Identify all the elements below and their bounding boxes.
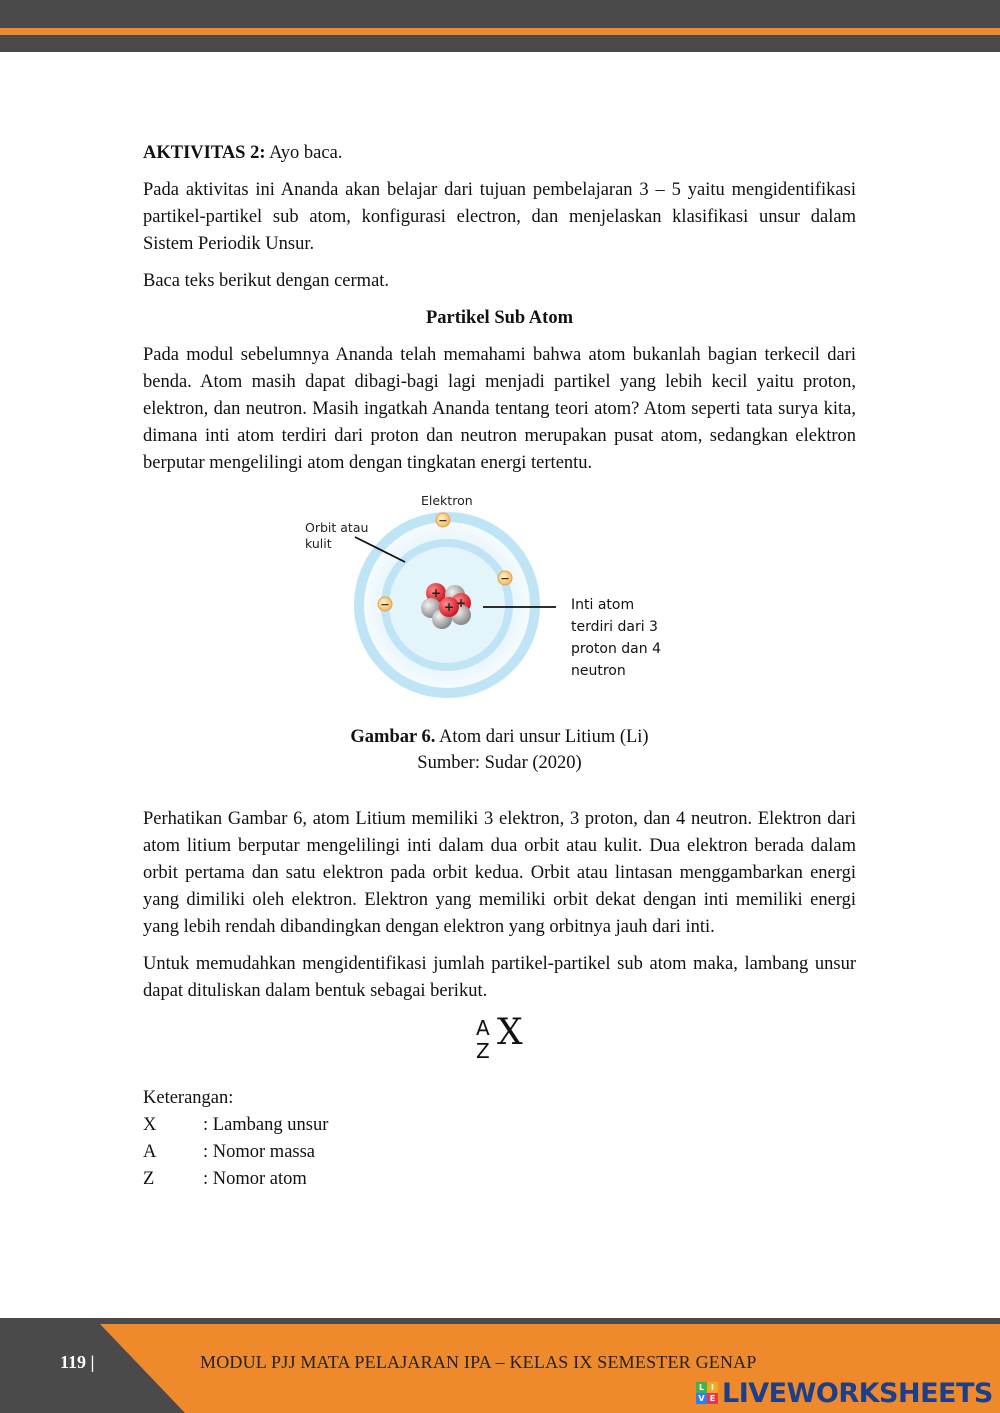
- legend-title: Keterangan:: [143, 1088, 234, 1108]
- subatom-paragraph: Pada modul sebelumnya Ananda telah memahami bahwa atom bukanlah bagian terkecil dari benda. Atom masih dapat dibagi-bagi lagi menjadi partikel yang lebih kecil yaitu proton, elektron, dan neutron. Masih ingatkah Ananda tentang teori atom? Atom seperti tata surya kita, dimana inti atom terdiri dari proton dan neutron merupakan pusat atom, sedangkan elektron berputar mengelilingi atom dengan tingkatan energi tertentu.: [143, 345, 856, 473]
- label-inti-line2: terdiri dari 3: [571, 619, 658, 635]
- electron-left: [378, 597, 392, 611]
- header-accent-stripe: [0, 28, 1000, 35]
- legend-item: X : Lambang unsur: [143, 1115, 329, 1135]
- proton-sign-2: +: [455, 596, 467, 610]
- section-title: Partikel Sub Atom: [426, 308, 573, 328]
- label-inti-line1: Inti atom: [571, 597, 635, 613]
- label-inti-line3: proton dan 4: [571, 641, 661, 657]
- live-badge-icon: L I V E: [696, 1382, 718, 1404]
- footer-title: MODUL PJJ MATA PELAJARAN IPA – KELAS IX SEMESTER GENAP: [200, 1352, 757, 1372]
- header-bar: [0, 0, 1000, 52]
- proton-sign-1: +: [430, 586, 442, 600]
- electron-top: [436, 513, 450, 527]
- legend-item: Z : Nomor atom: [143, 1169, 307, 1189]
- page-content: [143, 140, 856, 1193]
- figure-caption: Gambar 6. Atom dari unsur Litium (Li): [350, 727, 649, 747]
- liveworksheets-logo[interactable]: [696, 1377, 993, 1409]
- figure-source: Sumber: Sudar (2020): [417, 753, 582, 773]
- mass-number-symbol: A: [476, 1016, 490, 1040]
- label-inti-line4: neutron: [571, 663, 626, 679]
- label-orbit-line2: kulit: [305, 536, 332, 551]
- label-elektron: Elektron: [421, 493, 473, 508]
- intro-paragraph: Pada aktivitas ini Ananda akan belajar dari tujuan pembelajaran 3 – 5 yaitu mengidentifikasi partikel-partikel sub atom, konfigurasi electron, dan menjelaskan klasifikasi unsur dalam Sistem Periodik Unsur.: [143, 180, 856, 254]
- legend-item: A : Nomor massa: [143, 1142, 316, 1162]
- notation-paragraph: Untuk memudahkan mengidentifikasi jumlah partikel-partikel sub atom maka, lambang unsur dapat dituliskan dalam bentuk sebagai berikut.: [143, 954, 856, 1001]
- electron-right: [498, 571, 512, 585]
- svg-text:−: −: [380, 598, 390, 611]
- nuclide-notation: [143, 1012, 856, 1079]
- activity-heading: AKTIVITAS 2: Ayo baca.: [143, 143, 343, 163]
- lithium-atom-diagram: [290, 487, 670, 712]
- page-number: 119 |: [60, 1352, 95, 1372]
- brand-text: LIVEWORKSHEETS: [722, 1377, 993, 1409]
- proton-sign-3: +: [443, 600, 455, 614]
- element-symbol: X: [497, 1012, 523, 1053]
- lithium-paragraph: Perhatikan Gambar 6, atom Litium memiliki 3 elektron, 3 proton, dan 4 neutron. Elektron dari atom litium berputar mengelilingi inti dalam dua orbit atau kulit. Dua elektron berada dalam orbit pertama dan satu elektron pada orbit kedua. Orbit atau lintasan menggambarkan energi yang dimiliki oleh elektron. Elektron yang memiliki orbit dekat dengan inti memiliki energi yang lebih rendah dibandingkan dengan elektron yang orbitnya jauh dari inti.: [143, 809, 856, 937]
- atom-figure: [143, 487, 856, 712]
- svg-text:−: −: [500, 572, 510, 585]
- label-orbit-line1: Orbit atau: [305, 520, 369, 535]
- instruction-text: Baca teks berikut dengan cermat.: [143, 271, 390, 291]
- atomic-number-symbol: Z: [476, 1039, 490, 1063]
- svg-text:−: −: [438, 514, 448, 527]
